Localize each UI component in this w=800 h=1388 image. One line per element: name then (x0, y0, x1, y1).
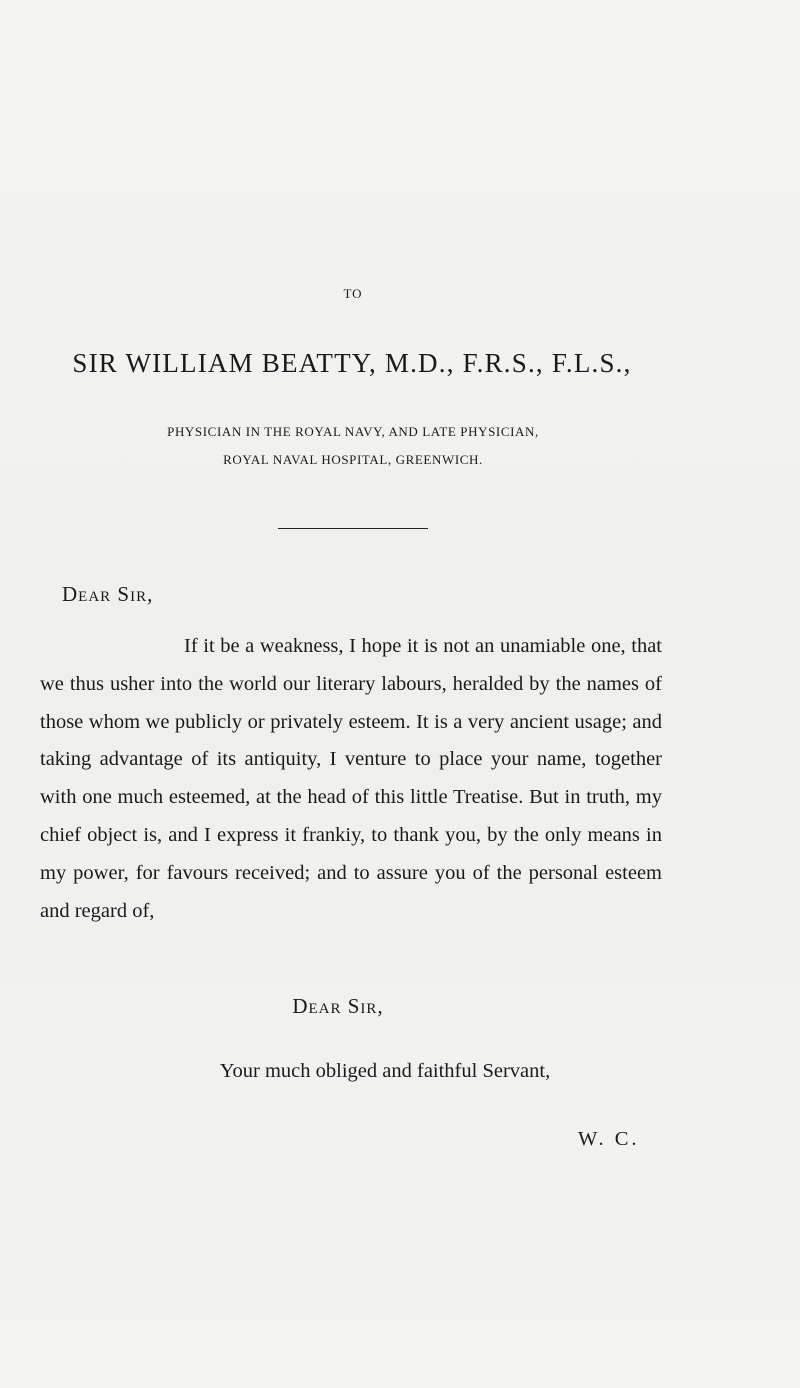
letter-body: If it be a weakness, I hope it is not an unamiable one, that we thus usher into the world our literary labours, heralded by the names of those whom we publicly or privately esteem. It is a very ancient usage; and taking advantage of its antiquity, I venture to place your name, together with one much esteemed, at the head of this little Treatise. But in truth, my chief object is, and I express it frankiy, to thank you, by the only means in my power, for favours received; and to assure you of the personal esteem and regard of, (40, 635, 662, 922)
dedication-to: TO (343, 286, 363, 301)
section-divider-rule (278, 528, 428, 529)
letter-salutation: Dear Sir, (62, 582, 154, 606)
letter-closing: Dear Sir, (292, 994, 384, 1018)
dedicatee-title-line-1: PHYSICIAN IN THE ROYAL NAVY, AND LATE PHYSICIAN, (167, 424, 539, 439)
dedicatee-title-line-2: ROYAL NAVAL HOSPITAL, GREENWICH. (223, 452, 483, 467)
letter-valediction: Your much obliged and faithful Servant, (219, 1060, 551, 1082)
dedicatee-name: SIR WILLIAM BEATTY, M.D., F.R.S., F.L.S., (72, 348, 632, 378)
letter-signature: W. C. (578, 1128, 640, 1150)
